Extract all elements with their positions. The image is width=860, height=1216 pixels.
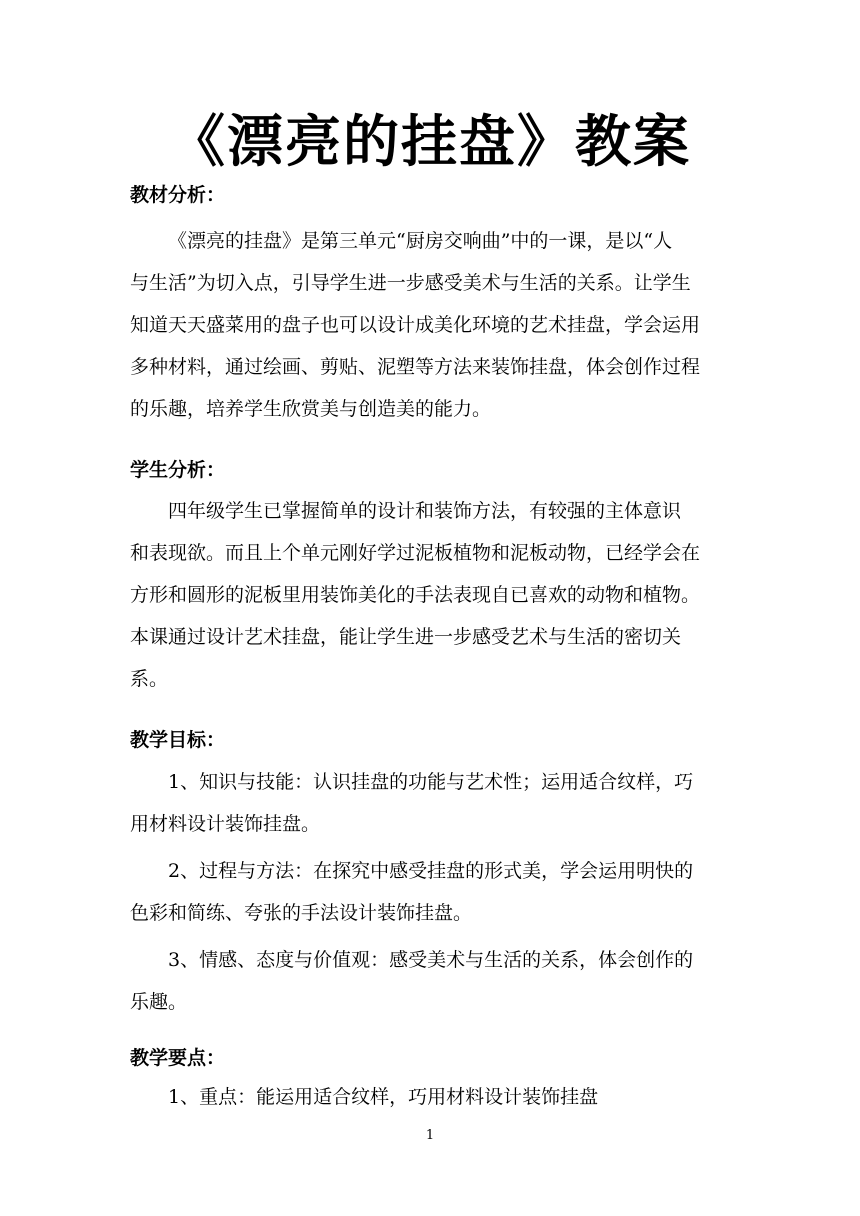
text-line: 1、重点：能运用适合纹样，巧用材料设计装饰挂盘 bbox=[168, 1086, 599, 1108]
text-line: 系。 bbox=[130, 668, 169, 690]
text-line: 色彩和简练、夸张的手法设计装饰挂盘。 bbox=[130, 902, 473, 924]
document-title: 《漂亮的挂盘》教案 bbox=[169, 110, 691, 175]
text-line: 乐趣。 bbox=[130, 991, 188, 1013]
section-heading-student: 学生分析： bbox=[130, 459, 226, 481]
page-number: 1 bbox=[425, 1128, 435, 1143]
text-line: 知道天天盛菜用的盘子也可以设计成美化环境的艺术挂盘，学会运用 bbox=[130, 314, 701, 336]
section-heading-keypoints: 教学要点： bbox=[130, 1047, 226, 1069]
text-line: 本课通过设计艺术挂盘，能让学生进一步感受艺术与生活的密切关 bbox=[130, 626, 682, 648]
text-line: 和表现欲。而且上个单元刚好学过泥板植物和泥板动物，已经学会在 bbox=[130, 542, 701, 564]
section-heading-material: 教材分析： bbox=[130, 184, 226, 206]
text-line: 多种材料，通过绘画、剪贴、泥塑等方法来装饰挂盘，体会创作过程 bbox=[130, 356, 701, 378]
text-line: 用材料设计装饰挂盘。 bbox=[130, 813, 321, 835]
text-line: 方形和圆形的泥板里用装饰美化的手法表现自已喜欢的动物和植物。 bbox=[130, 584, 701, 606]
text-line: 的乐趣，培养学生欣赏美与创造美的能力。 bbox=[130, 398, 492, 420]
text-line: 四年级学生已掌握简单的设计和装饰方法，有较强的主体意识 bbox=[168, 500, 682, 522]
text-line: 与生活”为切入点，引导学生进一步感受美术与生活的关系。让学生 bbox=[130, 272, 691, 294]
text-line: 《漂亮的挂盘》是第三单元“厨房交响曲”中的一课，是以“人 bbox=[168, 230, 673, 252]
text-line: 2、过程与方法：在探究中感受挂盘的形式美，学会运用明快的 bbox=[168, 860, 694, 882]
section-heading-goals: 教学目标： bbox=[130, 729, 226, 751]
text-line: 1、知识与技能：认识挂盘的功能与艺术性；运用适合纹样，巧 bbox=[168, 771, 694, 793]
text-line: 3、情感、态度与价值观：感受美术与生活的关系，体会创作的 bbox=[168, 949, 694, 971]
